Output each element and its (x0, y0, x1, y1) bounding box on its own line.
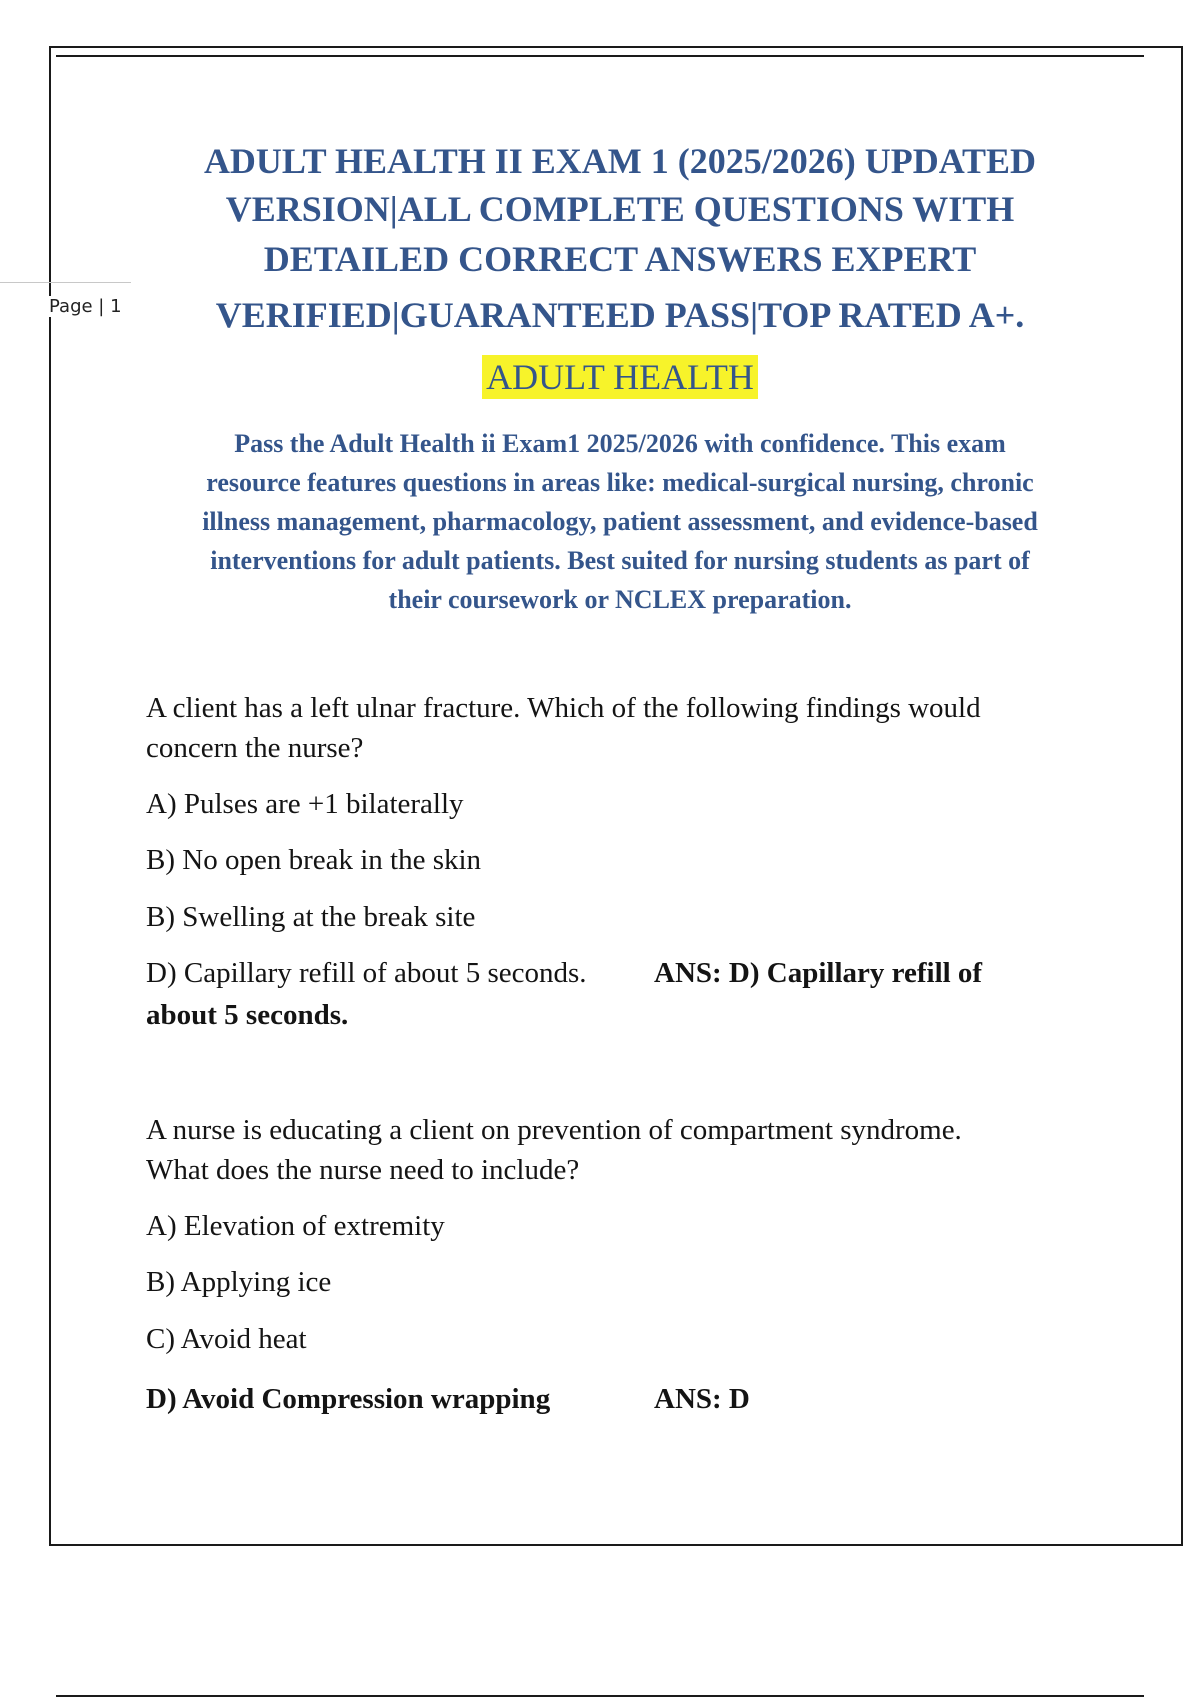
question-1 (146, 688, 1086, 1031)
footer-rule (56, 1695, 1144, 1697)
answer-option: C) Avoid heat (146, 1323, 307, 1355)
highlighted-subtitle (140, 356, 1100, 398)
intro-line: interventions for adult patients. Best suited for nursing students as part of (210, 546, 1030, 575)
intro-line: resource features questions in areas like: medical-surgical nursing, chronic (206, 468, 1034, 497)
margin-line (0, 282, 131, 283)
answer-key: ANS: D (654, 1383, 750, 1415)
answer-option: D) Capillary refill of about 5 seconds. (146, 957, 587, 989)
question-text (146, 688, 1086, 768)
title-line: DETAILED CORRECT ANSWERS EXPERT (263, 239, 977, 279)
answer-option: B) Swelling at the break site (146, 901, 476, 933)
answer-key-continued: about 5 seconds. (146, 999, 349, 1031)
question-line: What does the nurse need to include? (146, 1154, 580, 1186)
title-line: ADULT HEALTH II EXAM 1 (2025/2026) UPDATED (203, 141, 1037, 181)
answer-option-correct: D) Avoid Compression wrapping (146, 1383, 551, 1415)
question-text (146, 1110, 1086, 1190)
question-line: A client has a left ulnar fracture. Which of the following findings would (146, 692, 981, 724)
title-line: VERIFIED|GUARANTEED PASS|TOP RATED A+. (215, 295, 1025, 335)
answer-option: A) Elevation of extremity (146, 1210, 445, 1242)
answer-option: B) Applying ice (146, 1266, 332, 1298)
answer-option: B) No open break in the skin (146, 844, 482, 876)
intro-line: Pass the Adult Health ii Exam1 2025/2026 with confidence. This exam (234, 429, 1006, 458)
answer-option: A) Pulses are +1 bilaterally (146, 788, 464, 820)
question-2 (146, 1110, 1086, 1430)
header-rule (56, 55, 1144, 57)
page-number-label: Page | 1 (49, 296, 122, 317)
intro-paragraph (140, 424, 1100, 619)
question-line: concern the nurse? (146, 732, 364, 764)
question-line: A nurse is educating a client on prevention of compartment syndrome. (146, 1114, 962, 1146)
subtitle-text: ADULT HEALTH (482, 355, 758, 399)
answer-key: ANS: D) Capillary refill of (654, 957, 983, 989)
intro-line: illness management, pharmacology, patient assessment, and evidence-based (202, 507, 1038, 536)
intro-line: their coursework or NCLEX preparation. (388, 585, 852, 614)
title-line: VERSION|ALL COMPLETE QUESTIONS WITH (225, 189, 1015, 229)
